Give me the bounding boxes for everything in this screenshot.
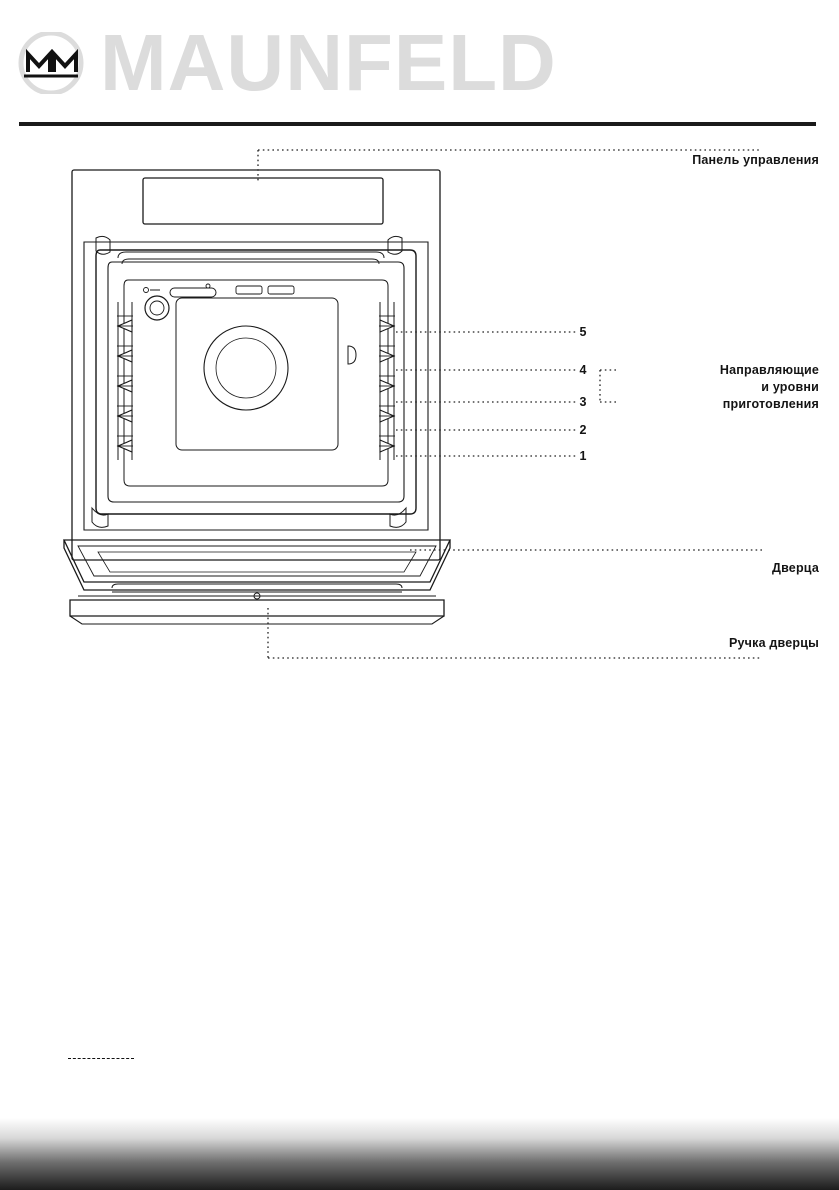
maunfeld-monogram-icon bbox=[12, 32, 90, 94]
brand-wordmark: MAUNFELD bbox=[100, 18, 557, 107]
level-number-4: 4 bbox=[579, 363, 587, 377]
callout-control-panel: Панель управления bbox=[692, 153, 819, 167]
callout-guides-line-1: Направляющие bbox=[719, 363, 819, 377]
brand-header bbox=[0, 10, 839, 110]
callout-guides-line-3: приготовления bbox=[722, 397, 819, 411]
oven-diagram bbox=[0, 130, 839, 690]
callout-guides-line-2: и уровни bbox=[761, 380, 819, 394]
level-number-2: 2 bbox=[579, 423, 587, 437]
footnote-separator bbox=[68, 1058, 134, 1059]
level-number-5: 5 bbox=[579, 325, 587, 339]
level-number-3: 3 bbox=[579, 395, 587, 409]
header-divider bbox=[19, 122, 816, 126]
level-number-1: 1 bbox=[579, 449, 587, 463]
callout-guides bbox=[619, 362, 819, 413]
callout-handle: Ручка дверцы bbox=[728, 636, 819, 650]
callout-door: Дверца bbox=[771, 561, 819, 575]
page-bottom-band bbox=[0, 1118, 839, 1190]
